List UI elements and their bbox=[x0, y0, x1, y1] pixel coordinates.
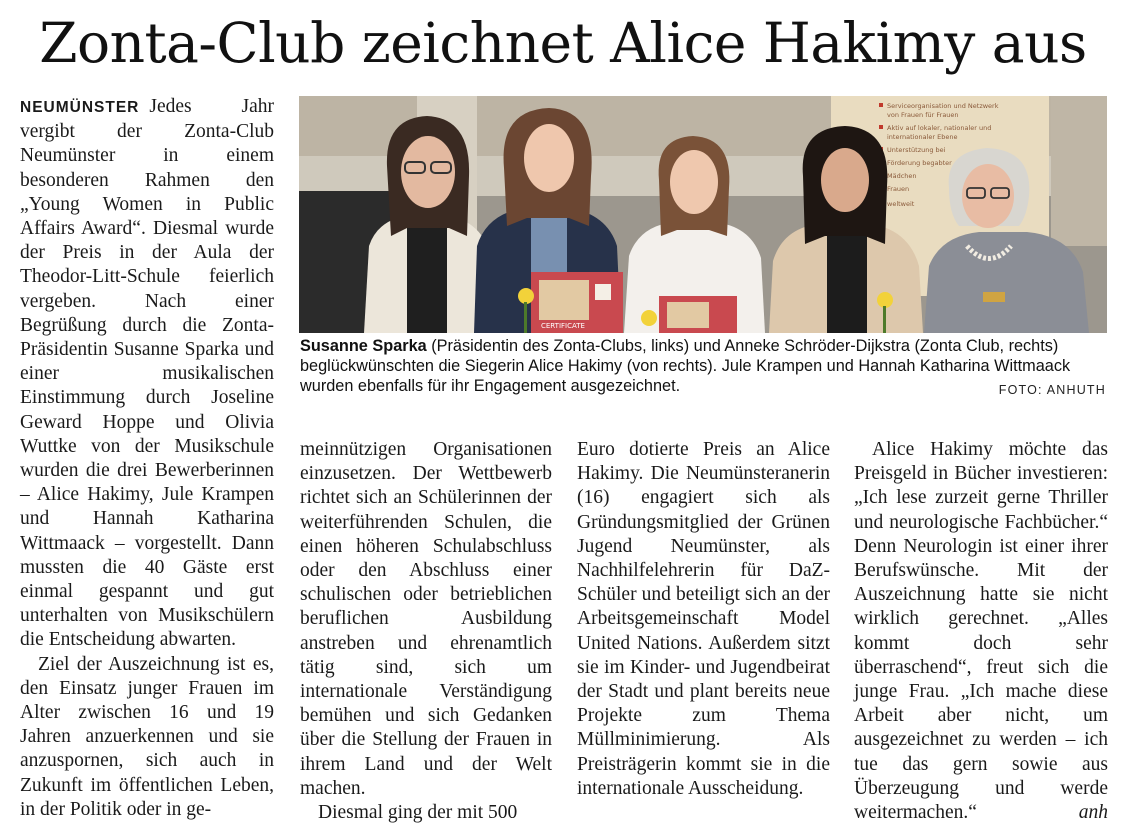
poster-line: Mädchen bbox=[887, 172, 917, 180]
poster-line: von Frauen für Frauen bbox=[887, 111, 959, 119]
author-signature: anh bbox=[1078, 802, 1108, 824]
article-paragraph: Diesmal ging der mit 500 bbox=[318, 802, 518, 824]
photo-illustration bbox=[299, 96, 1107, 333]
poster-line: Unterstützung bei bbox=[887, 146, 946, 154]
article-column-3 bbox=[577, 438, 830, 801]
article-paragraph: Ziel der Auszeichnung ist es, den Einsatz junger Frauen im Alter zwischen 16 und 19 Jahren anzuerkennen und sie anzuspornen, sich auch in Zukunft im öffentlichen Leben, in der Politik oder in ge- bbox=[20, 653, 274, 820]
article-paragraph: meinnützigen Organisationen einzusetzen. Der Wettbewerb richtet sich an Schülerinnen der weiterführenden Schulen, die einen höheren Schulabschluss oder den Abschluss einer schulischen oder betrieblichen beruflichen Ausbildung anstreben und ehrenamtlich tätig sind, sich um internationale Verständigung bemühen und sich Gedanken über die Stellung der Frauen in ihrem Land und der Welt machen. bbox=[300, 439, 552, 799]
poster-line: weltweit bbox=[887, 200, 915, 208]
poster-line: Serviceorganisation und Netzwerk bbox=[887, 102, 999, 110]
headline: Zonta-Club zeichnet Alice Hakimy aus bbox=[39, 11, 1087, 75]
article-paragraph: Euro dotierte Preis an Alice Hakimy. Die Neumünsteranerin (16) engagiert sich als Gründungsmitglied der Grünen Jugend Neumünster, als Nachhilfelehrerin für DaZ-Schüler und beteiligt sich an der Arbeitsgemeinschaft Model United Nations. Außerdem sitzt sie im Kinder- und Jugendbeirat der Stadt und plant bereits neue Projekte zum Thema Müllminimierung. Als Preisträgerin kommt sie in die internationale Ausscheidung. bbox=[577, 439, 830, 799]
photo-caption bbox=[300, 336, 1108, 396]
article-paragraph bbox=[854, 438, 1108, 825]
article-column-4 bbox=[854, 438, 1108, 825]
photo-credit: FOTO: ANHUTH bbox=[998, 383, 1106, 397]
poster-line: Aktiv auf lokaler, nationaler und bbox=[887, 124, 992, 132]
news-photo bbox=[299, 96, 1107, 333]
article-column-2 bbox=[300, 438, 552, 825]
dateline: NEUMÜNSTER bbox=[20, 99, 140, 116]
caption-name: Susanne Sparka bbox=[300, 337, 427, 355]
caption-text: (Präsidentin des Zonta-Clubs, links) und Anneke Schröder-Dijkstra (Zonta Club, rechts) beglückwünschten die Siegerin Alice Hakimy (von rechts). Jule Krampen und Hannah Katharina Wittmaack wurden ebenfalls für ihr Engagement ausgezeichnet. bbox=[300, 337, 1071, 395]
poster-line: Förderung begabter bbox=[887, 159, 952, 167]
article-paragraph bbox=[20, 95, 274, 653]
poster-line: internationaler Ebene bbox=[887, 133, 958, 141]
paragraph-text: Jedes Jahr vergibt der Zonta-Club Neumünster in einem besonderen Rahmen den „Young Women in Public Affairs Award“. Diesmal wurde der Preis in der Aula der Theodor-Litt-Schule feierlich vergeben. Nach einer Begrüßung durch die Zonta-Präsidentin Susanne Sparka und einer musikalischen Einstimmung durch Joseline Geward Hoppe und Olivia Wuttke von der Musikschule wurden die drei Bewerberinnen – Alice Hakimy, Jule Krampen und Hannah Katharina Wittmaack – vorgestellt. Dann mussten die 40 Gäste erst einmal gespannt und gut unterhalten von Musikschülern die Entscheidung abwarten. bbox=[20, 96, 274, 651]
poster-line: Frauen bbox=[887, 185, 910, 193]
article-column-1 bbox=[20, 95, 274, 822]
certificate-label: CERTIFICATE bbox=[541, 322, 585, 330]
certificate-red bbox=[531, 272, 623, 333]
paragraph-text: Alice Hakimy möchte das Preisgeld in Bücher investieren: „Ich lese zurzeit gerne Thriller und neurologische Fachbücher.“ Denn Neurologin ist einer ihrer Berufswünsche. Mit der Auszeichnung hatte sie nicht wirklich gerechnet. „Alles kommt doch sehr überraschend“, freut sich die junge Frau. „Ich mache diese Arbeit aber nicht, um ausgezeichnet zu werden – ich tue das gern sowie aus Überzeugung und werde weitermachen.“ bbox=[854, 439, 1108, 824]
